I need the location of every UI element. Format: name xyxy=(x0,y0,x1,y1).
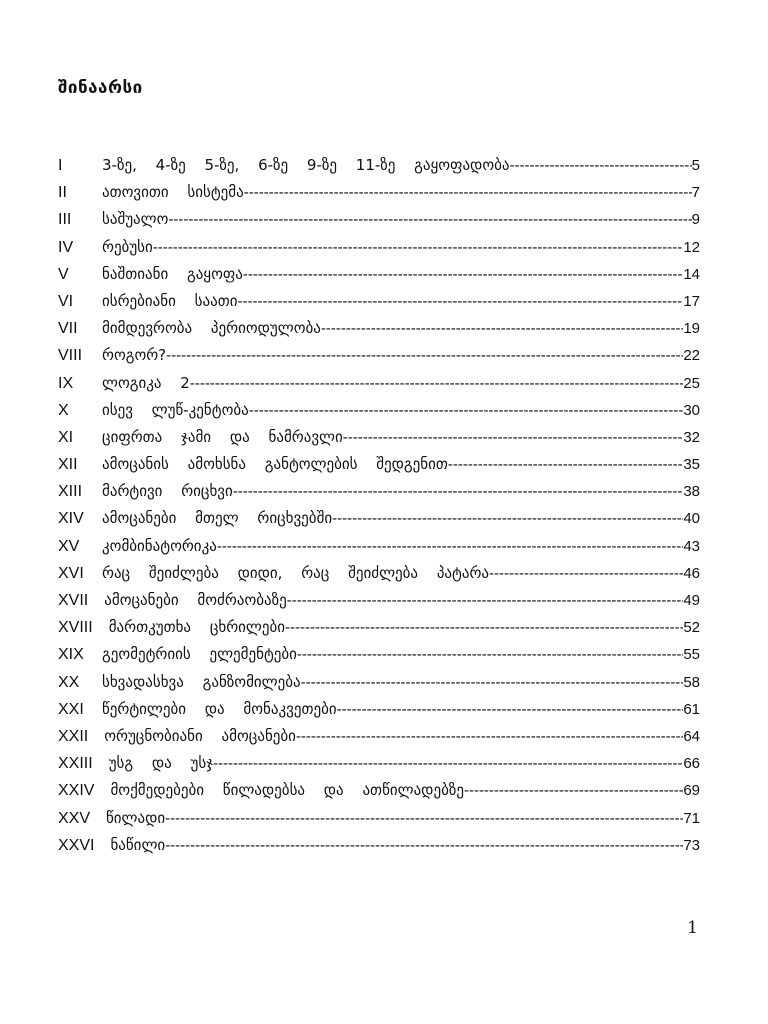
toc-entry-number: X xyxy=(58,401,69,419)
toc-entry-number: VIII xyxy=(58,347,83,365)
toc-entry-title: რაც შეიძლება დიდი, რაც შეიძლება პატარა xyxy=(102,563,490,582)
toc-entry-title: ამოცანის ამოხსნა განტოლების შედგენით xyxy=(102,455,448,474)
toc-entry-number: VII xyxy=(58,320,78,338)
toc-entry xyxy=(58,509,700,536)
toc-leader-dashes xyxy=(296,728,683,745)
toc-entry-title: ამოცანები მოძრაობაზე xyxy=(104,591,287,609)
toc-leader-dashes xyxy=(448,456,683,473)
toc-leader-dashes xyxy=(321,320,683,337)
toc-entry-title: ნაწილი xyxy=(110,835,166,854)
toc-entry xyxy=(58,210,700,237)
toc-entry xyxy=(58,537,700,564)
toc-leader-dashes xyxy=(287,592,684,609)
toc-entry-title: ლოგიკა 2 xyxy=(102,373,190,392)
toc-entry-page: 38 xyxy=(683,483,700,501)
toc-entry xyxy=(58,319,700,346)
toc-leader-dashes xyxy=(168,211,691,228)
toc-leader-dashes xyxy=(301,674,684,691)
toc-entry xyxy=(58,482,700,509)
toc-entry-page: 9 xyxy=(691,211,700,229)
toc-entry-page: 35 xyxy=(683,456,700,474)
toc-leader-dashes xyxy=(190,375,683,392)
toc-leader-dashes xyxy=(238,293,684,310)
toc-entry xyxy=(58,292,700,319)
toc-entry-number: XXVI xyxy=(58,836,95,854)
toc-entry-page: 5 xyxy=(691,157,700,174)
toc-entry-title: წილადი xyxy=(106,808,166,827)
table-of-contents xyxy=(58,156,700,863)
toc-leader-dashes xyxy=(166,347,683,364)
toc-leader-dashes xyxy=(244,184,692,201)
toc-entry xyxy=(58,591,700,618)
page-number: 1 xyxy=(687,918,698,938)
toc-leader-dashes xyxy=(343,429,684,446)
toc-entry-page: 43 xyxy=(683,537,700,555)
toc-leader-dashes xyxy=(165,810,683,827)
toc-entry-number: XX xyxy=(58,673,80,691)
toc-leader-dashes xyxy=(243,266,683,283)
toc-entry-title: მართკუთხა ცხრილები xyxy=(108,618,286,637)
toc-entry-number: XXIII xyxy=(58,755,93,773)
toc-entry-number: XVIII xyxy=(58,619,93,637)
toc-entry-title: ნაშთიანი გაყოფა xyxy=(102,264,243,283)
toc-entry-page: 17 xyxy=(683,292,700,310)
toc-leader-dashes xyxy=(297,646,683,663)
toc-entry-title: რებუსი xyxy=(102,237,153,256)
toc-entry-title: ციფრთა ჯამი და ნამრავლი xyxy=(102,427,343,446)
toc-entry-page: 32 xyxy=(683,428,700,446)
toc-entry xyxy=(58,455,700,482)
toc-entry-page: 22 xyxy=(683,347,700,365)
toc-entry-title: ისევ ლუწ-კენტობა xyxy=(102,400,249,419)
toc-entry-number: IX xyxy=(58,374,74,392)
toc-entry-page: 64 xyxy=(683,727,700,745)
toc-entry-title: საშუალო xyxy=(102,210,169,229)
toc-entry-number: XXIV xyxy=(58,782,95,800)
toc-entry xyxy=(58,564,700,591)
toc-entry-page: 30 xyxy=(683,401,700,419)
toc-entry xyxy=(58,700,700,727)
toc-entry-page: 55 xyxy=(683,646,700,664)
toc-leader-dashes xyxy=(489,565,683,582)
toc-entry-title: კომბინატორიკა xyxy=(102,536,217,555)
toc-entry xyxy=(58,401,700,428)
toc-leader-dashes xyxy=(510,157,692,174)
toc-leader-dashes xyxy=(464,782,683,799)
toc-entry-number: VI xyxy=(58,292,74,310)
toc-entry xyxy=(58,156,700,183)
toc-entry-title: მარტივი რიცხვი xyxy=(102,482,233,501)
toc-leader-dashes xyxy=(249,402,684,419)
toc-entry-title: 3-ზე, 4-ზე 5-ზე, 6-ზე 9-ზე 11-ზე გაყოფადობა xyxy=(102,156,510,174)
toc-entry-page: 49 xyxy=(683,592,700,609)
toc-entry xyxy=(58,265,700,292)
toc-entry-number: V xyxy=(58,265,69,283)
toc-entry-title: უსგ და უსჯ xyxy=(108,754,213,773)
toc-entry-number: XXI xyxy=(58,700,84,718)
toc-entry-page: 7 xyxy=(691,184,700,202)
toc-entry-title: გეომეტრიის ელემენტები xyxy=(102,645,297,664)
toc-entry-number: XII xyxy=(58,456,78,474)
toc-entry-number: XXII xyxy=(58,727,89,745)
toc-entry-page: 73 xyxy=(683,836,700,854)
toc-leader-dashes xyxy=(285,619,683,636)
toc-entry-page: 25 xyxy=(683,374,700,392)
toc-entry-title: ათოვითი სისტემა xyxy=(102,183,244,202)
toc-entry xyxy=(58,645,700,672)
toc-entry xyxy=(58,374,700,401)
toc-entry-number: XIX xyxy=(58,646,84,664)
toc-entry xyxy=(58,809,700,836)
toc-entry-title: ისრებიანი საათი xyxy=(102,291,238,310)
toc-leader-dashes xyxy=(233,483,684,500)
toc-entry-page: 46 xyxy=(683,564,700,582)
toc-leader-dashes xyxy=(153,239,684,256)
toc-leader-dashes xyxy=(165,837,683,854)
toc-entry-title: წერტილები და მონაკვეთები xyxy=(102,699,337,718)
toc-entry xyxy=(58,781,700,808)
toc-entry xyxy=(58,673,700,700)
toc-entry-title: მიმდევრობა პერიოდულობა xyxy=(102,319,321,338)
toc-leader-dashes xyxy=(337,701,684,718)
toc-entry-title: ამოცანები მთელ რიცხვებში xyxy=(102,509,333,528)
toc-entry-number: IV xyxy=(58,238,74,256)
toc-leader-dashes xyxy=(217,538,683,555)
toc-entry-number: XVI xyxy=(58,564,84,582)
toc-entry-number: XVII xyxy=(58,592,89,609)
toc-entry xyxy=(58,836,700,863)
toc-entry xyxy=(58,754,700,781)
toc-entry-page: 40 xyxy=(683,510,700,528)
toc-entry-title: მოქმედებები წილადებსა და ათწილადებზე xyxy=(110,781,464,800)
toc-entry xyxy=(58,238,700,265)
toc-entry-page: 19 xyxy=(683,320,700,338)
toc-entry-page: 69 xyxy=(683,782,700,800)
toc-entry xyxy=(58,618,700,645)
toc-entry-page: 66 xyxy=(683,755,700,773)
toc-entry-page: 14 xyxy=(683,265,700,283)
toc-leader-dashes xyxy=(213,755,683,772)
toc-entry-number: XI xyxy=(58,428,74,446)
toc-entry xyxy=(58,727,700,754)
page-title: შინაარსი xyxy=(58,78,143,98)
toc-entry-page: 61 xyxy=(683,700,700,718)
toc-entry-number: XIV xyxy=(58,510,84,528)
toc-entry-title: ორუცნობიანი ამოცანები xyxy=(104,726,296,745)
toc-leader-dashes xyxy=(332,510,683,527)
toc-entry-page: 52 xyxy=(683,619,700,637)
toc-entry-page: 12 xyxy=(683,238,700,256)
toc-entry-number: III xyxy=(58,211,72,229)
toc-entry-number: XIII xyxy=(58,483,83,501)
toc-entry xyxy=(58,183,700,210)
toc-entry-page: 71 xyxy=(683,809,700,827)
toc-entry-page: 58 xyxy=(683,673,700,691)
toc-entry-number: XXV xyxy=(58,809,91,827)
toc-entry xyxy=(58,428,700,455)
toc-entry-title: სხვადასხვა განზომილება xyxy=(102,672,301,691)
toc-entry-title: როგორ? xyxy=(102,346,167,365)
toc-entry-number: I xyxy=(58,157,63,174)
toc-entry-number: XV xyxy=(58,537,80,555)
toc-entry-number: II xyxy=(58,184,67,202)
toc-entry xyxy=(58,346,700,373)
